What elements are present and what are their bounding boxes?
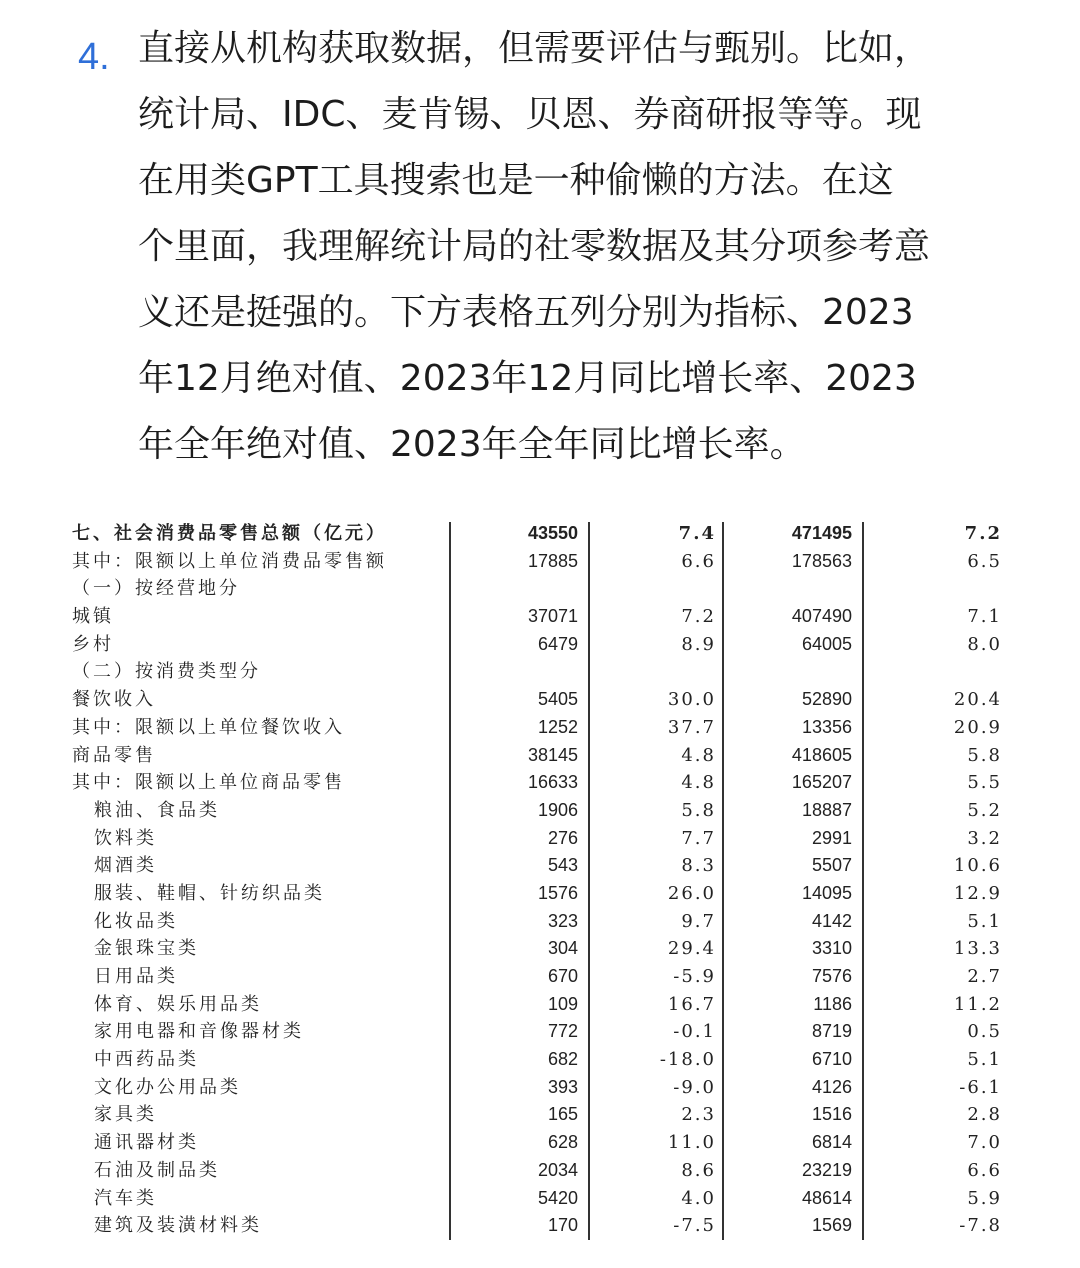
row-label: 商品零售	[72, 744, 156, 766]
dec-2023-value: 276	[547, 827, 578, 848]
row-label: 金银珠宝类	[94, 938, 199, 960]
row-label: 石油及制品类	[94, 1159, 220, 1181]
row-label: 通讯器材类	[94, 1132, 199, 1154]
table-row	[68, 769, 1018, 797]
year-2023-value: 6710	[811, 1049, 852, 1070]
paragraph-line: 个里面，我理解统计局的社零数据及其分项参考意	[138, 226, 931, 267]
dec-2023-value: 2034	[537, 1159, 578, 1180]
row-label: 汽车类	[94, 1187, 157, 1209]
row-label: 化妆品类	[94, 910, 178, 932]
row-label: 建筑及装潢材料类	[94, 1215, 262, 1237]
paragraph-line: 义还是挺强的。下方表格五列分别为指标、2023	[138, 292, 914, 333]
year-2023-value: 418605	[791, 744, 852, 765]
year-2023-yoy: 11.2	[953, 993, 1002, 1015]
dec-2023-value: 43550	[527, 523, 578, 543]
row-label: 文化办公用品类	[94, 1076, 241, 1098]
dec-2023-value: 628	[547, 1132, 578, 1153]
table-row	[68, 1046, 1018, 1074]
dec-2023-yoy: 37.7	[667, 716, 716, 738]
table-row	[68, 797, 1018, 825]
year-2023-value: 6814	[811, 1132, 852, 1153]
year-2023-yoy: 2.7	[967, 966, 1002, 987]
dec-2023-value: 5420	[537, 1187, 578, 1208]
year-2023-value: 2991	[811, 827, 852, 848]
dec-2023-value: 16633	[527, 772, 578, 793]
year-2023-yoy: 7.1	[967, 606, 1002, 628]
dec-2023-value: 1576	[537, 882, 578, 903]
dec-2023-value: 304	[547, 938, 578, 959]
table-row	[68, 575, 1018, 603]
table-row	[68, 1074, 1018, 1102]
dec-2023-yoy: 8.9	[681, 633, 716, 655]
table-row	[68, 631, 1018, 659]
dec-2023-yoy: -5.9	[673, 966, 716, 987]
table-row	[68, 548, 1018, 576]
dec-2023-yoy: 5.8	[681, 799, 716, 821]
table-row	[68, 686, 1018, 714]
dec-2023-yoy: 26.0	[667, 882, 716, 904]
table-row	[68, 603, 1018, 631]
year-2023-value: 1516	[811, 1104, 852, 1125]
year-2023-yoy: 5.5	[967, 772, 1002, 794]
dec-2023-yoy: 6.6	[681, 550, 716, 572]
dec-2023-yoy: -0.1	[673, 1021, 716, 1043]
year-2023-yoy: 13.3	[953, 938, 1002, 960]
year-2023-value: 14095	[801, 882, 852, 903]
year-2023-yoy: 6.6	[967, 1159, 1002, 1181]
table-row	[68, 852, 1018, 880]
dec-2023-yoy: -9.0	[673, 1076, 716, 1098]
year-2023-value: 13356	[801, 716, 852, 737]
year-2023-yoy: -7.8	[959, 1215, 1002, 1237]
year-2023-value: 165207	[791, 772, 852, 793]
paragraph-line: 年全年绝对值、2023年全年同比增长率。	[138, 424, 806, 465]
dec-2023-yoy: 4.8	[681, 772, 716, 794]
dec-2023-value: 670	[547, 966, 578, 986]
table-row	[68, 1212, 1018, 1240]
year-2023-value: 471495	[791, 523, 852, 543]
row-label: 乡村	[72, 633, 114, 655]
dec-2023-value: 37071	[527, 606, 578, 627]
retail-sales-table	[68, 520, 1018, 1240]
year-2023-value: 18887	[801, 799, 852, 820]
dec-2023-yoy: -18.0	[659, 1049, 716, 1071]
dec-2023-value: 38145	[527, 744, 578, 765]
dec-2023-value: 1252	[537, 716, 578, 737]
year-2023-yoy: 10.6	[953, 855, 1002, 877]
table-row	[68, 908, 1018, 936]
table-row	[68, 991, 1018, 1019]
table-row	[68, 1018, 1018, 1046]
dec-2023-value: 6479	[537, 633, 578, 654]
row-label: 城镇	[72, 606, 114, 628]
year-2023-yoy: 20.9	[953, 716, 1002, 738]
year-2023-yoy: 20.4	[953, 689, 1002, 711]
table-row	[68, 880, 1018, 908]
dec-2023-value: 109	[547, 993, 578, 1014]
row-label: 饮料类	[94, 827, 157, 849]
year-2023-value: 64005	[801, 633, 852, 654]
dec-2023-yoy: 7.2	[681, 606, 716, 628]
dec-2023-value: 165	[547, 1104, 578, 1125]
year-2023-value: 3310	[811, 938, 852, 959]
row-label: 其中：限额以上单位商品零售	[72, 772, 345, 794]
row-label: 餐饮收入	[72, 689, 156, 711]
row-label: 其中：限额以上单位消费品零售额	[72, 550, 387, 572]
year-2023-value: 5507	[811, 855, 852, 876]
year-2023-yoy: 0.5	[967, 1021, 1002, 1043]
row-label: 日用品类	[94, 966, 178, 987]
dec-2023-yoy: 4.0	[681, 1187, 716, 1209]
year-2023-yoy: 5.8	[967, 744, 1002, 766]
dec-2023-yoy: 29.4	[667, 938, 716, 960]
dec-2023-value: 393	[547, 1076, 578, 1097]
list-number: 4.	[78, 36, 110, 78]
dec-2023-value: 1906	[537, 799, 578, 820]
row-label: 其中：限额以上单位餐饮收入	[72, 716, 345, 738]
year-2023-value: 4126	[811, 1076, 852, 1097]
table-row	[68, 1157, 1018, 1185]
year-2023-value: 52890	[801, 689, 852, 710]
table-row	[68, 520, 1018, 548]
row-label: 服装、鞋帽、针纺织品类	[94, 882, 325, 904]
row-label: 烟酒类	[94, 855, 157, 877]
paragraph-line: 直接从机构获取数据，但需要评估与甄别。比如，	[138, 28, 931, 69]
dec-2023-value: 543	[547, 855, 578, 876]
year-2023-yoy: 6.5	[967, 550, 1002, 572]
dec-2023-value: 170	[547, 1215, 578, 1236]
dec-2023-yoy: 30.0	[667, 689, 716, 711]
year-2023-value: 48614	[801, 1187, 852, 1208]
year-2023-value: 7576	[811, 966, 852, 986]
year-2023-yoy: 7.0	[967, 1132, 1002, 1154]
dec-2023-yoy: 9.7	[681, 910, 716, 932]
year-2023-value: 8719	[811, 1021, 852, 1042]
dec-2023-value: 5405	[537, 689, 578, 710]
table-row	[68, 742, 1018, 770]
year-2023-yoy: 5.2	[967, 799, 1002, 821]
paragraph-line: 统计局、IDC、麦肯锡、贝恩、券商研报等等。现	[138, 94, 922, 135]
row-label: 七、社会消费品零售总额（亿元）	[72, 523, 387, 544]
year-2023-yoy: 5.1	[967, 1049, 1002, 1071]
table-row	[68, 935, 1018, 963]
dec-2023-yoy: 7.4	[678, 523, 716, 544]
row-label: 家用电器和音像器材类	[94, 1021, 304, 1043]
table-row	[68, 1185, 1018, 1213]
dec-2023-value: 682	[547, 1049, 578, 1070]
year-2023-yoy: 2.8	[967, 1104, 1002, 1126]
row-label: 中西药品类	[94, 1049, 199, 1071]
table-row	[68, 963, 1018, 991]
dec-2023-value: 323	[547, 910, 578, 931]
year-2023-value: 407490	[791, 606, 852, 627]
table-row	[68, 825, 1018, 853]
row-label: 粮油、食品类	[94, 799, 220, 821]
table-row	[68, 658, 1018, 686]
year-2023-yoy: 12.9	[953, 882, 1002, 904]
dec-2023-yoy: 8.6	[681, 1159, 716, 1181]
row-label: （一）按经营地分	[72, 578, 240, 600]
row-label: （二）按消费类型分	[72, 661, 261, 683]
year-2023-yoy: 7.2	[964, 523, 1002, 544]
year-2023-value: 178563	[791, 550, 852, 571]
year-2023-value: 23219	[801, 1159, 852, 1180]
dec-2023-yoy: 8.3	[681, 855, 716, 877]
paragraph-line: 年12月绝对值、2023年12月同比增长率、2023	[138, 358, 917, 399]
year-2023-value: 1569	[811, 1215, 852, 1236]
dec-2023-yoy: -7.5	[673, 1215, 716, 1237]
dec-2023-value: 772	[547, 1021, 578, 1042]
year-2023-yoy: 5.1	[967, 910, 1002, 932]
year-2023-value: 4142	[811, 910, 852, 931]
dec-2023-yoy: 16.7	[667, 993, 716, 1015]
dec-2023-yoy: 7.7	[681, 827, 716, 849]
row-label: 体育、娱乐用品类	[94, 993, 262, 1015]
year-2023-yoy: 8.0	[967, 633, 1002, 655]
dec-2023-yoy: 11.0	[667, 1132, 716, 1154]
paragraph-text	[138, 16, 1018, 478]
year-2023-yoy: 5.9	[967, 1187, 1002, 1209]
table-row	[68, 1101, 1018, 1129]
year-2023-yoy: -6.1	[959, 1076, 1002, 1098]
table-row	[68, 1129, 1018, 1157]
table-row	[68, 714, 1018, 742]
row-label: 家具类	[94, 1104, 157, 1126]
dec-2023-value: 17885	[527, 550, 578, 571]
year-2023-yoy: 3.2	[967, 827, 1002, 849]
paragraph-line: 在用类GPT工具搜索也是一种偷懒的方法。在这	[138, 160, 894, 201]
dec-2023-yoy: 2.3	[681, 1104, 716, 1126]
year-2023-value: 1186	[813, 993, 852, 1014]
dec-2023-yoy: 4.8	[681, 744, 716, 766]
